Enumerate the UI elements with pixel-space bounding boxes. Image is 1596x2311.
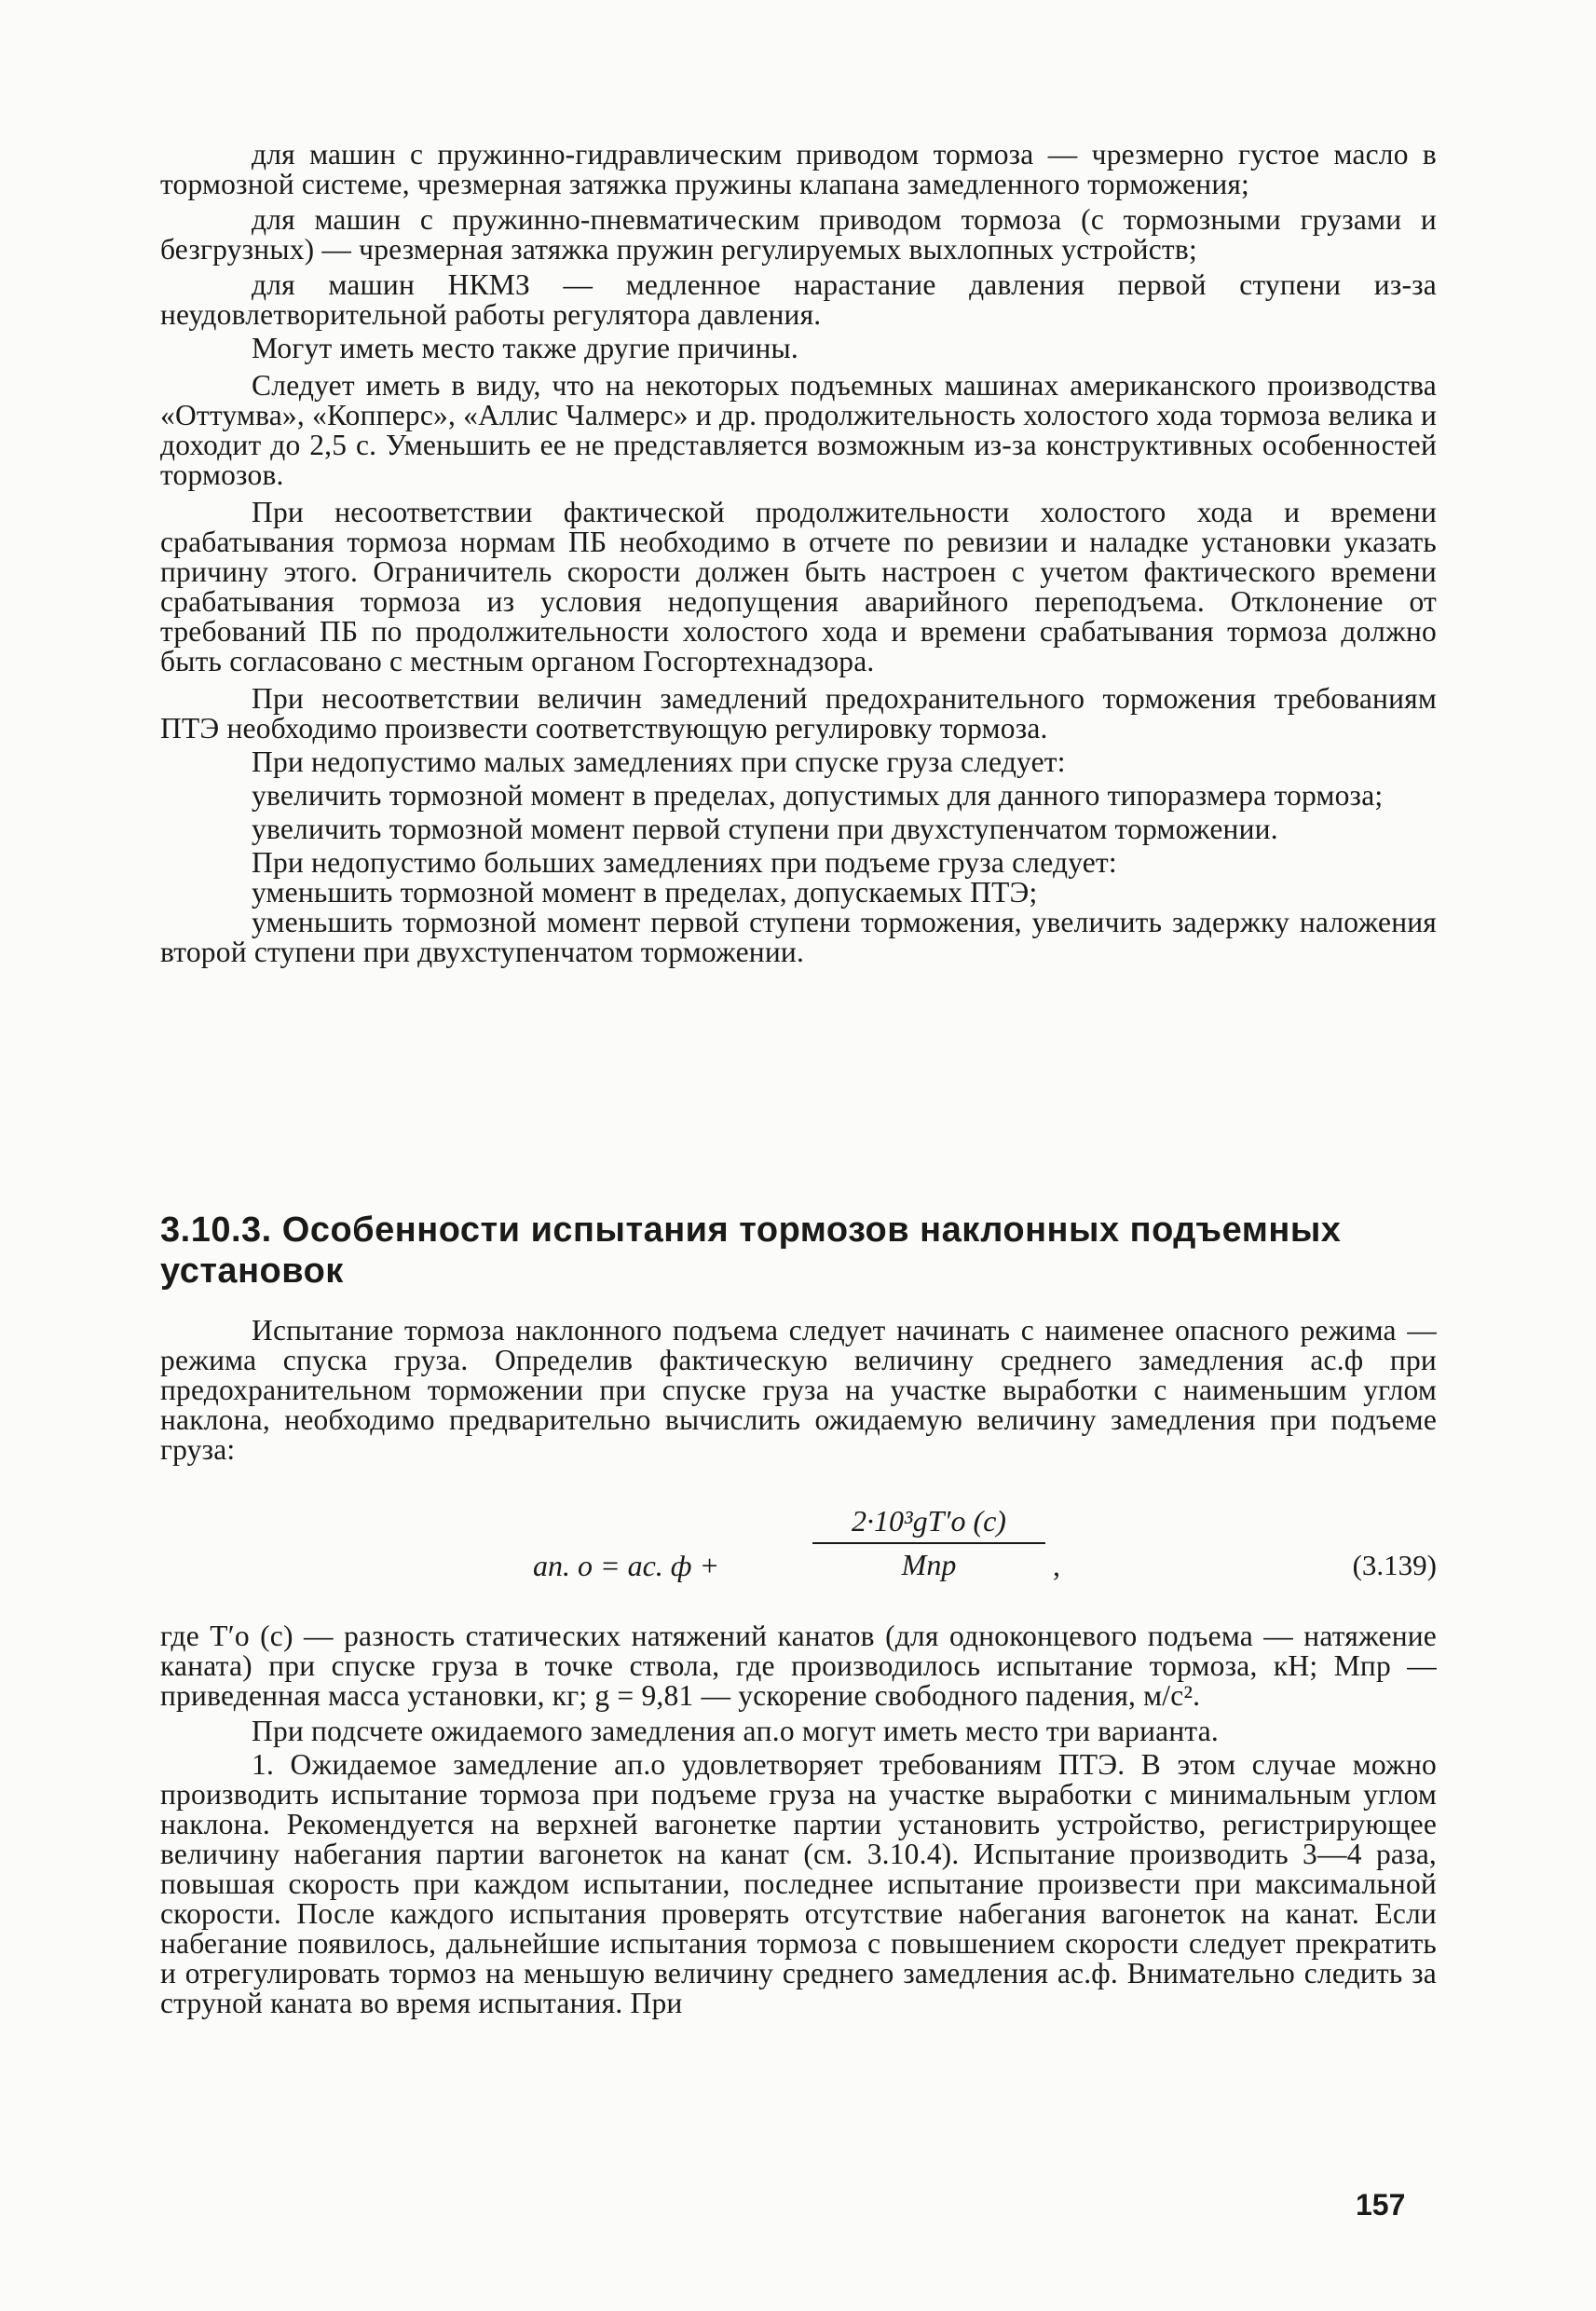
formula-numerator: 2·10³gT′о (с) (812, 1504, 1045, 1544)
formula-comma: , (1053, 1549, 1060, 1582)
paragraph: для машин НКМЗ — медленное нарастание давления первой ступени из-за неудовлетворительной работы регулятора давления. (160, 268, 1437, 331)
text-block-intro (160, 1316, 1437, 1465)
page-number: 157 (1356, 2188, 1406, 2222)
paragraph: для машин с пружинно-гидравлическим приводом тормоза — чрезмерно густое масло в тормозной системе, чрезмерная затяжка пружины клапана замедленного торможения; (160, 138, 1437, 200)
paragraph: для машин с пружинно-пневматическим приводом тормоза (с тормозными грузами и безгрузных) — чрезмерная затяжка пружин регулируемых выхлопных устройств; (160, 203, 1437, 266)
paragraph: При недопустимо малых замедлениях при спуске груза следует: (252, 745, 1066, 778)
formula-3-139 (160, 1500, 1437, 1612)
formula-fraction (812, 1504, 1045, 1582)
paragraph: увеличить тормозной момент первой ступени при двухступенчатом торможении. (252, 813, 1278, 845)
paragraph: 1. Ожидаемое замедление aп.о удовлетворяет требованиям ПТЭ. В этом случае можно производить испытание тормоза при подъеме груза на участке выработки с минимальным углом наклона. Рекомендуется на верхней вагонетке партии установить устройство, регистрирующее величину набегания партии вагонеток на канат (см. 3.10.4). Испытание производить 3—4 раза, повышая скорость при каждом испытании, последнее испытание произвести при максимальной скорости. После каждого испытания проверять отсутствие набегания вагонеток на канат. Если набегание появилось, дальнейшие испытания тормоза с повышением скорости следует прекратить и отрегулировать тормоз на меньшую величину среднего замедления aс.ф. Внимательно следить за струной каната во время испытания. При (160, 1748, 1437, 2019)
paragraph: Могут иметь место также другие причины. (252, 332, 798, 364)
section-number: 3.10.3. (160, 1210, 272, 1250)
paragraph: При недопустимо больших замедлениях при подъеме груза следует: (252, 846, 1117, 879)
text-block-bottom (160, 1621, 1437, 2018)
paragraph: уменьшить тормозной момент в пределах, допускаемых ПТЭ; (252, 876, 1038, 909)
section-heading (160, 1210, 1437, 1292)
formula-denominator: Mпр (901, 1548, 957, 1581)
paragraph: При несоответствии фактической продолжительности холостого хода и времени срабатывания тормоза нормам ПБ необходимо в отчете по ревизии и наладке установки указать причину этого. Ограничитель скорости должен быть настроен с учетом фактического времени срабатывания тормоза из условия недопущения аварийного переподъема. Отклонение от требований ПБ по продолжительности холостого хода и времени срабатывания тормоза должно быть согласовано с местным органом Госгортехнадзора. (160, 496, 1437, 677)
equation-number: (3.139) (1352, 1549, 1437, 1581)
section-title: Особенности испытания тормозов наклонных подъемных установок (160, 1210, 1342, 1291)
formula-lhs: aп. о = aс. ф + (533, 1549, 720, 1582)
paragraph: увеличить тормозной момент в пределах, допустимых для данного типоразмера тормоза; (252, 779, 1384, 812)
paragraph: При несоответствии величин замедлений предохранительного торможения требованиям ПТЭ необходимо произвести соответствующую регулировку тормоза. (160, 682, 1437, 745)
paragraph: При подсчете ожидаемого замедления aп.о могут иметь место три варианта. (252, 1715, 1219, 1747)
paragraph: Следует иметь в виду, что на некоторых подъемных машинах американского производства «Оттумва», «Копперс», «Аллис Чалмерс» и др. продолжительность холостого хода тормоза велика и доходит до 2,5 с. Уменьшить ее не представляется возможным из-за конструктивных особенностей тормозов. (160, 369, 1437, 491)
text-block-top (160, 140, 1437, 967)
paragraph: уменьшить тормозной момент первой ступени торможения, увеличить задержку наложения второй ступени при двухступенчатом торможении. (160, 906, 1437, 968)
paragraph: Испытание тормоза наклонного подъема следует начинать с наименее опасного режима — режима спуска груза. Определив фактическую величину среднего замедления aс.ф при предохранительном торможении при спуске груза на участке выработки с наименьшим углом наклона, необходимо предварительно вычислить ожидаемую величину замедления при подъеме груза: (160, 1314, 1437, 1466)
paragraph: где T′о (с) — разность статических натяжений канатов (для одноконцевого подъема — натяжение каната) при спуске груза в точке ствола, где производилось испытание тормоза, кН; Mпр — приведенная масса установки, кг; g = 9,81 — ускорение свободного падения, м/с². (160, 1620, 1437, 1712)
